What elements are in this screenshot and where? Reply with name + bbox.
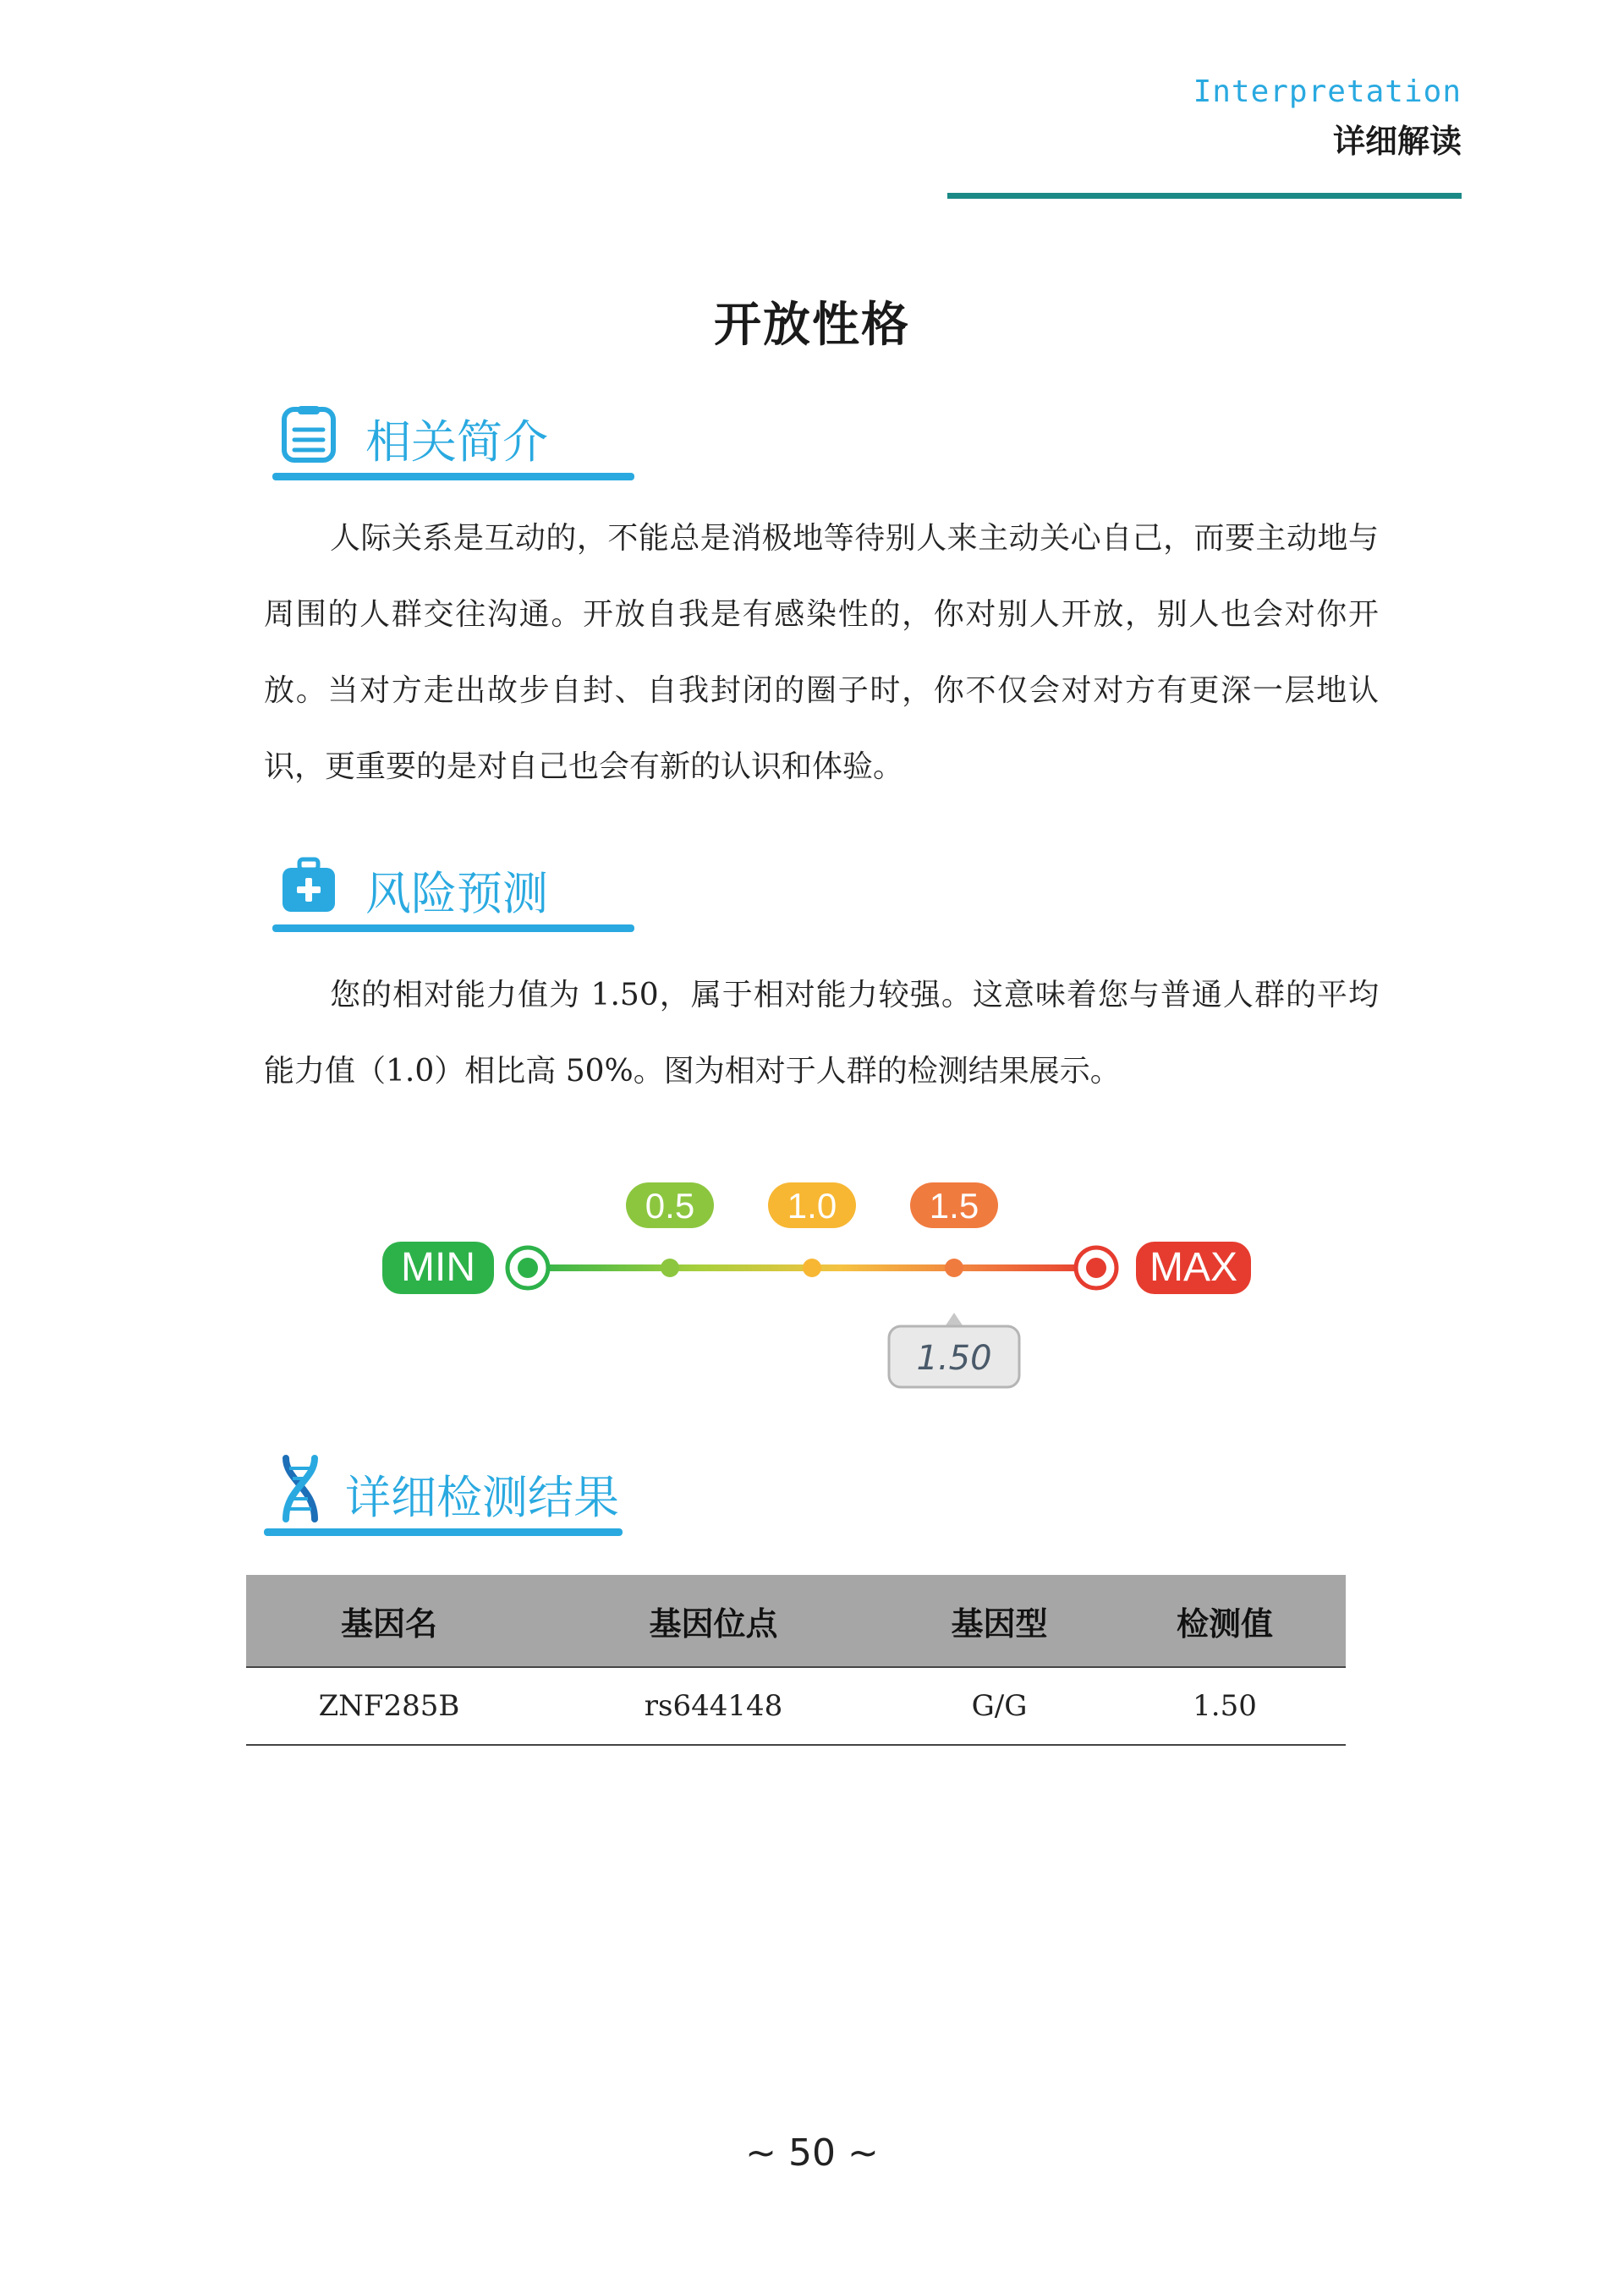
intro-line: 也会对你开放。当对方走出故步自封、自我封闭的圈子时，你不仅会对对方 [264, 597, 1379, 708]
gauge-min-marker-dot [518, 1258, 538, 1278]
dna-icon [271, 1455, 330, 1522]
header-english-title: Interpretation [1193, 74, 1462, 109]
table-header-row [246, 1575, 1346, 1667]
header-divider [947, 193, 1462, 199]
gauge-tick-label: 1.0 [787, 1186, 837, 1226]
intro-line: 动地与周围的人群交往沟通。开放自我是有感染性的，你对别人开放，别人 [264, 521, 1379, 632]
table-cell: ZNF285B [246, 1667, 532, 1745]
page-title: 开放性格 [714, 298, 910, 353]
section-heading-intro [272, 404, 634, 480]
header-chinese-title: 详细解读 [1332, 123, 1462, 160]
section-underline [272, 473, 634, 480]
table-cell: G/G [895, 1667, 1104, 1745]
risk-paragraph [264, 957, 1379, 1110]
table-header-cell: 基因名 [246, 1575, 532, 1667]
table-row [246, 1667, 1346, 1745]
gauge-tick-label: 1.5 [929, 1186, 979, 1226]
gauge-min-label: MIN [401, 1245, 475, 1290]
gene-result-table [246, 1575, 1346, 1746]
ability-gauge [0, 1176, 1624, 1413]
page-number: ~ 50 ~ [745, 2131, 879, 2175]
table-cell: rs644148 [532, 1667, 895, 1745]
gauge-tick-dot [803, 1259, 821, 1277]
gauge-tick-dot [945, 1259, 963, 1277]
section-underline [272, 924, 634, 932]
intro-paragraph [264, 501, 1379, 805]
gauge-ticks [626, 1182, 998, 1277]
section-heading-risk [272, 856, 634, 932]
document-icon [279, 404, 338, 464]
risk-line: 平均能力值（1.0）相比高 50%。图为相对于人群的检测结果展示。 [264, 978, 1379, 1089]
intro-line: 有更深一层地认识，更重要的是对自己也会有新的认识和体验。 [264, 673, 1379, 784]
section-title-intro: 相关简介 [365, 415, 548, 469]
section-heading-detail [264, 1460, 623, 1536]
section-title-risk: 风险预测 [365, 867, 548, 920]
section-underline [264, 1528, 623, 1536]
table-cell: 1.50 [1104, 1667, 1346, 1745]
intro-line: 人际关系是互动的，不能总是消极地等待别人来主动关心自己，而要主 [330, 521, 1287, 556]
risk-line: 您的相对能力值为 1.50，属于相对能力较强。这意味着您与普通人群的 [330, 978, 1317, 1012]
section-title-detail: 详细检测结果 [345, 1471, 619, 1524]
table-header-cell: 基因型 [895, 1575, 1104, 1667]
table-header-cell: 检测值 [1104, 1575, 1346, 1667]
gauge-tick-label: 0.5 [645, 1186, 695, 1226]
table-header-cell: 基因位点 [532, 1575, 895, 1667]
gauge-max-marker-dot [1086, 1258, 1106, 1278]
gauge-result-value: 1.50 [916, 1339, 992, 1378]
gauge-max-label: MAX [1149, 1245, 1238, 1290]
medical-kit-icon [279, 856, 338, 915]
gauge-tick-dot [661, 1259, 679, 1277]
gauge-result-callout [889, 1313, 1019, 1387]
